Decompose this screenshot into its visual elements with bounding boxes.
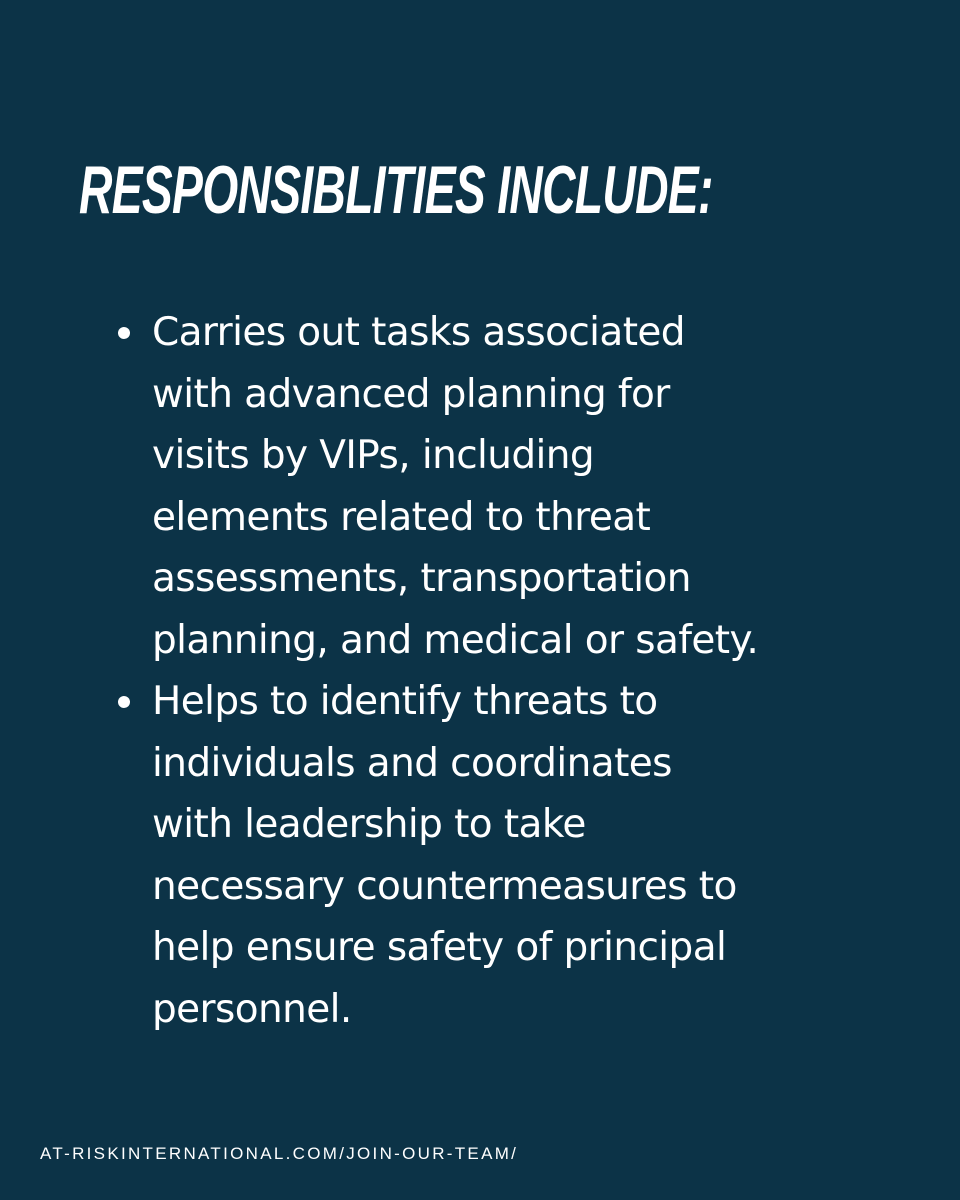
footer-url: AT-RISKINTERNATIONAL.COM/JOIN-OUR-TEAM/ xyxy=(40,1144,519,1163)
list-item-line: help ensure safety of principal xyxy=(152,925,727,970)
list-item-line: personnel. xyxy=(152,986,352,1032)
list-item-line: Helps to identify threats to xyxy=(152,679,658,724)
responsibilities-heading: RESPONSIBLITIES INCLUDE: xyxy=(79,152,713,228)
list-item-line: with leadership to take xyxy=(152,802,586,847)
list-item-line: individuals and coordinates xyxy=(152,740,672,786)
list-item-line: visits by VIPs, including xyxy=(152,433,595,478)
list-item-line: Carries out tasks associated xyxy=(152,310,685,355)
list-item-line: planning, and medical or safety. xyxy=(152,617,759,663)
list-item-line: assessments, transportation xyxy=(152,556,691,601)
bullet-dot-icon xyxy=(118,696,130,708)
list-item xyxy=(115,671,875,1040)
bullet-dot-icon xyxy=(118,327,130,339)
list-item xyxy=(115,302,875,671)
list-item-line: with advanced planning for xyxy=(152,371,670,417)
responsibilities-list xyxy=(115,302,875,1040)
list-item-line: necessary countermeasures to xyxy=(152,863,737,909)
list-item-line: elements related to threat xyxy=(152,494,651,540)
